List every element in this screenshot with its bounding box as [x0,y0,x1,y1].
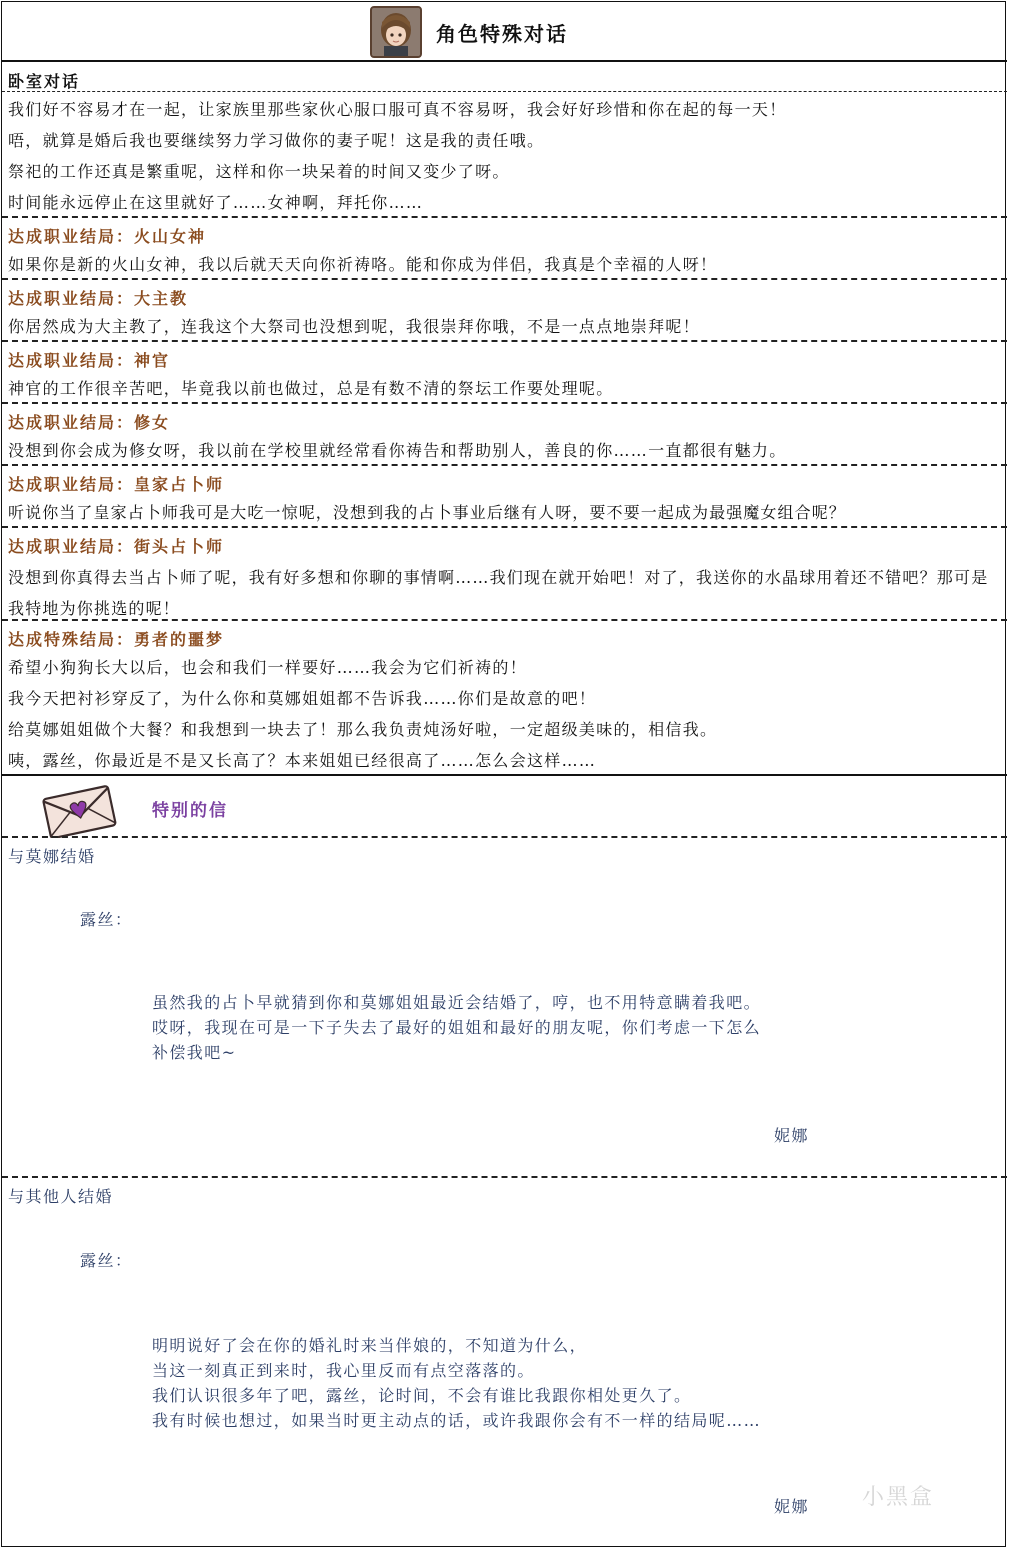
divider [2,278,1007,280]
letter-body-line: 当这一刻真正到来时，我心里反而有点空落落的。 [152,1361,535,1380]
divider [2,1176,1007,1178]
ending-label: 达成职业结局：火山女神 [8,227,207,246]
character-portrait-icon [370,6,422,58]
divider [2,619,1007,621]
section-divider [2,774,1007,776]
letters-title: 特别的信 [152,801,228,821]
dialogue-line: 给莫娜姐姐做个大餐？和我想到一块去了！那么我负责炖汤好啦，一定超级美味的，相信我。 [8,720,718,739]
ending-label: 达成职业结局：修女 [8,413,171,432]
ending-text: 听说你当了皇家占卜师我可是大吃一惊呢，没想到我的占卜事业后继有人呀，要不要一起成为最强魔女组合呢？ [8,503,846,522]
section-label-bedroom: 卧室对话 [8,72,81,91]
ending-label: 达成职业结局：大主教 [8,289,189,308]
dialogue-line: 唔，就算是婚后我也要继续努力学习做你的妻子呢！这是我的责任哦。 [8,131,545,150]
letter-body-line: 哎呀，我现在可是一下子失去了最好的姐姐和最好的朋友呢，你们考虑一下怎么 [152,1018,762,1037]
dialogue-line: 我今天把衬衫穿反了，为什么你和莫娜姐姐都不告诉我……你们是故意的吧！ [8,689,597,708]
letter-body-line: 我有时候也想过，如果当时更主动点的话，或许我跟你会有不一样的结局呢…… [152,1411,762,1430]
ending-label: 达成职业结局：街头占卜师 [8,537,225,556]
letter-heading: 与其他人结婚 [8,1187,114,1206]
heart-envelope-icon [38,782,122,838]
header [2,2,1007,62]
letter-signature: 妮娜 [774,1497,810,1516]
divider [2,91,1007,92]
document-frame [1,1,1006,1547]
letter-body-line: 虽然我的占卜早就猜到你和莫娜姐姐最近会结婚了，哼，也不用特意瞒着我吧。 [152,993,762,1012]
divider [2,340,1007,342]
ending-text: 神官的工作很辛苦吧，毕竟我以前也做过，总是有数不清的祭坛工作要处理呢。 [8,379,614,398]
letter-body-line: 我们认识很多年了吧，露丝，论时间，不会有谁比我跟你相处更久了。 [152,1386,692,1405]
letter-body-line: 补偿我吧~ [152,1043,237,1062]
ending-text: 如果你是新的火山女神，我以后就天天向你祈祷咯。能和你成为伴侣，我真是个幸福的人呀！ [8,255,718,274]
ending-text: 没想到你真得去当占卜师了呢，我有好多想和你聊的事情啊……我们现在就开始吧！对了，我送你的水晶球用着还不错吧？那可是我特地为你挑选的呢！ [8,568,989,618]
letter-heading: 与莫娜结婚 [8,847,96,866]
dialogue-line: 时间能永远停止在这里就好了……女神啊，拜托你…… [8,193,424,212]
watermark: 小黑盒 [862,1485,935,1510]
page-title: 角色特殊对话 [436,22,568,46]
dialogue-line: 我们好不容易才在一起，让家族里那些家伙心服口服可真不容易呀，我会好好珍惜和你在起的每一天！ [8,100,787,119]
dialogue-line: 咦，露丝，你最近是不是又长高了？本来姐姐已经很高了……怎么会这样…… [8,751,597,770]
dialogue-line: 希望小狗狗长大以后，也会和我们一样要好……我会为它们祈祷的！ [8,658,528,677]
dialogue-line: 祭祀的工作还真是繁重呢，这样和你一块呆着的时间又变少了呀。 [8,162,510,181]
letter-salutation: 露丝： [80,1251,133,1270]
divider [2,402,1007,404]
letter-signature: 妮娜 [774,1126,810,1145]
divider [2,526,1007,528]
ending-label: 达成职业结局：皇家占卜师 [8,475,225,494]
divider [2,836,1007,838]
ending-text: 没想到你会成为修女呀，我以前在学校里就经常看你祷告和帮助别人，善良的你……一直都很有魅力。 [8,441,787,460]
letter-salutation: 露丝： [80,910,133,929]
divider [2,216,1007,218]
ending-text: 你居然成为大主教了，连我这个大祭司也没想到呢，我很崇拜你哦，不是一点点地崇拜呢！ [8,317,701,336]
ending-label: 达成职业结局：神官 [8,351,171,370]
letter-body-line: 明明说好了会在你的婚礼时来当伴娘的，不知道为什么， [152,1336,588,1355]
divider [2,464,1007,466]
special-ending-label: 达成特殊结局：勇者的噩梦 [8,630,225,649]
